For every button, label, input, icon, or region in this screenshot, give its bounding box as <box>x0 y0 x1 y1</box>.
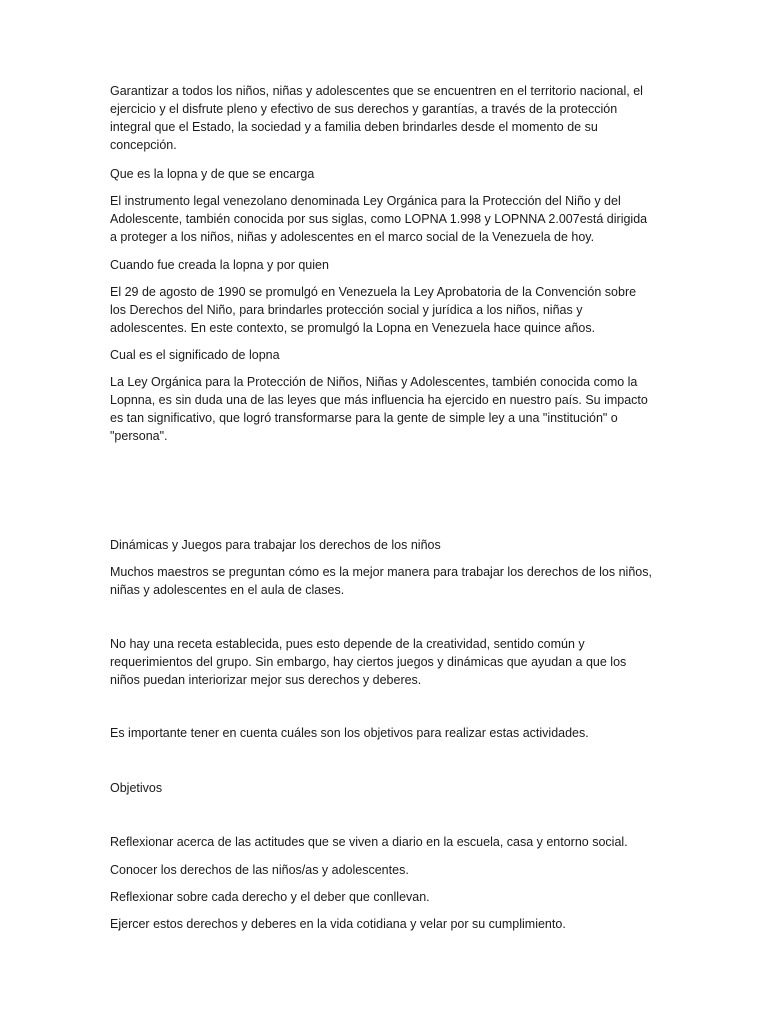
lopna-meaning-heading: Cual es el significado de lopna <box>110 348 280 362</box>
objectives-intro-paragraph: Es importante tener en cuenta cuáles son los objetivos para realizar estas actividades. <box>110 726 589 740</box>
objective-item: Reflexionar acerca de las actitudes que se viven a diario en la escuela, casa y entorno social. <box>110 835 628 849</box>
intro-paragraph: Garantizar a todos los niños, niñas y adolescentes que se encuentren en el territorio nacional, el ejercicio y el disfrute pleno y efectivo de sus derechos y garantías, a través de la protección integral que el Estado, la sociedad y a familia deben brindarles desde el momento de su concepción. <box>110 84 643 152</box>
objective-item: Conocer los derechos de las niños/as y adolescentes. <box>110 863 409 877</box>
lopna-creation-heading: Cuando fue creada la lopna y por quien <box>110 258 329 272</box>
no-recipe-paragraph: No hay una receta establecida, pues esto depende de la creatividad, sentido común y requerimientos del grupo. Sin embargo, hay ciertos juegos y dinámicas que ayudan a que los niños puedan interiorizar mejor sus derechos y deberes. <box>110 637 627 687</box>
teachers-paragraph: Muchos maestros se preguntan cómo es la mejor manera para trabajar los derechos de los niños, niñas y adolescentes en el aula de clases. <box>110 565 652 597</box>
objectives-heading: Objetivos <box>110 781 163 795</box>
lopna-creation-paragraph: El 29 de agosto de 1990 se promulgó en Venezuela la Ley Aprobatoria de la Convención sobre los Derechos del Niño, para brindarles protección social y jurídica a los niños, niñas y adolescentes. En este contexto, se promulgó la Lopna en Venezuela hace quince años. <box>110 285 637 335</box>
lopna-question-heading: Que es la lopna y de que se encarga <box>110 167 315 181</box>
objective-item: Ejercer estos derechos y deberes en la vida cotidiana y velar por su cumplimiento. <box>110 917 566 931</box>
lopna-meaning-paragraph: La Ley Orgánica para la Protección de Niños, Niñas y Adolescentes, también conocida como la Lopnna, es sin duda una de las leyes que más influencia ha ejercido en nuestro país. Su impacto es tan significativo, que logró transformarse para la gente de simple ley a una "institución" o "persona". <box>110 375 648 443</box>
lopna-definition-paragraph: El instrumento legal venezolano denominada Ley Orgánica para la Protección del Niño y del Adolescente, también conocida por sus siglas, como LOPNA 1.998 y LOPNNA 2.007está dirigida a proteger a los niños, niñas y adolescentes en el marco social de la Venezuela de hoy. <box>110 194 648 244</box>
dynamics-heading: Dinámicas y Juegos para trabajar los derechos de los niños <box>110 538 441 552</box>
objective-item: Reflexionar sobre cada derecho y el deber que conllevan. <box>110 890 430 904</box>
